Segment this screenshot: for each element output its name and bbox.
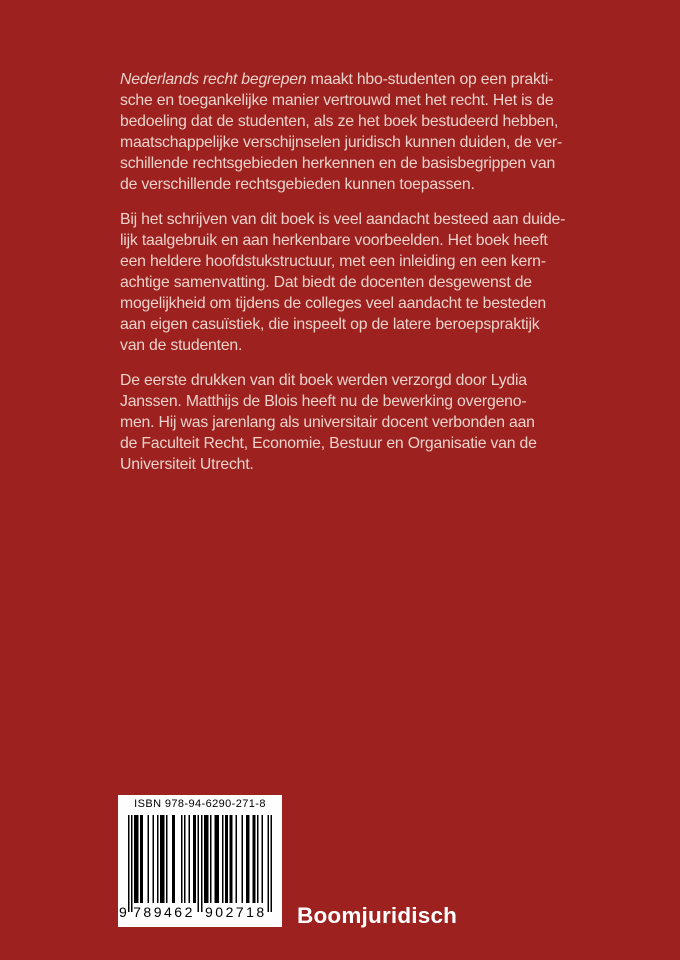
text-line: lijk taalgebruik en aan herkenbare voorbeelden. Het boek heeft: [120, 232, 548, 249]
text-line: Universiteit Utrecht.: [120, 456, 254, 473]
text-line: men. Hij was jarenlang als universitair docent verbonden aan: [120, 414, 535, 431]
ean13-barcode: [128, 815, 272, 912]
barcode-digits: [119, 904, 272, 924]
text-line: Janssen. Matthijs de Blois heeft nu de bewerking overgeno-: [120, 393, 527, 410]
text-line: Bij het schrijven van dit boek is veel aandacht besteed aan duide-: [120, 211, 566, 228]
text-line: aan eigen casuïstiek, die inspeelt op de latere beroepspraktijk: [120, 316, 540, 333]
text-line: achtige samenvatting. Dat biedt de docenten desgewenst de: [120, 274, 532, 291]
text-line: Nederlands recht begrepen maakt hbo-studenten op een prakti-: [120, 71, 554, 88]
text-line: De eerste drukken van dit boek werden verzorgd door Lydia: [120, 372, 527, 389]
paragraph: [120, 370, 590, 475]
text-line: sche en toegankelijke manier vertrouwd met het recht. Het is de: [120, 92, 554, 109]
book-title-italic: Nederlands recht begrepen: [120, 71, 307, 88]
barcode-panel: [118, 795, 282, 927]
text-line: een heldere hoofdstukstructuur, met een inleiding en een kern-: [120, 253, 546, 270]
text-line: maatschappelijke verschijnselen juridisch kunnen duiden, de ver-: [120, 134, 563, 151]
text-line: de verschillende rechtsgebieden kunnen toepassen.: [120, 176, 475, 193]
text-line: de Faculteit Recht, Economie, Bestuur en Organisatie van de: [120, 435, 537, 452]
isbn-label: ISBN 978-94-6290-271-8: [134, 798, 266, 810]
publisher-logo: Boomjuridisch: [297, 903, 458, 928]
paragraph: [120, 69, 590, 195]
barcode-digit-first: 9: [119, 904, 127, 920]
text-line: van de studenten.: [120, 337, 243, 354]
barcode-digits-left: 789462: [133, 904, 195, 920]
barcode-digits-right: 902718: [205, 904, 267, 920]
back-cover-text: [120, 69, 590, 489]
text-line: bedoeling dat de studenten, als ze het boek bestudeerd hebben,: [120, 113, 559, 130]
text-line: mogelijkheid om tijdens de colleges veel aandacht te besteden: [120, 295, 547, 312]
text-line: schillende rechtsgebieden herkennen en de basisbegrippen van: [120, 155, 556, 172]
paragraph: [120, 209, 590, 356]
